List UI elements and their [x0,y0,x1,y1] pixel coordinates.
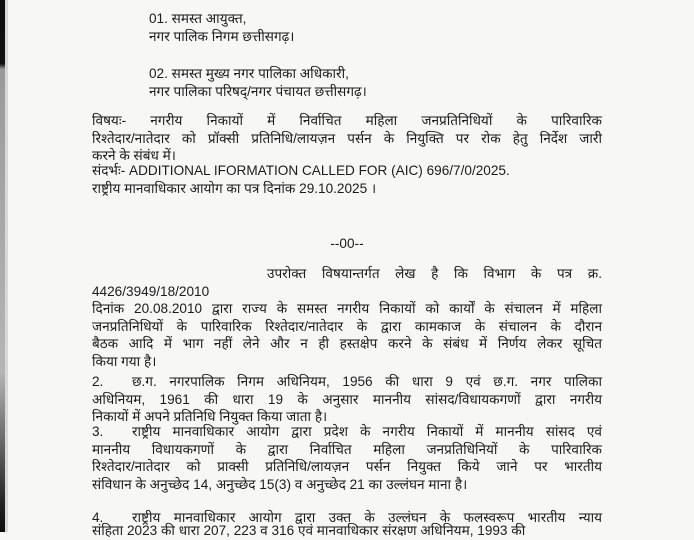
paragraph-text: राष्ट्रीय मानवाधिकार आयोग द्वारा प्रदेश के नगरीय निकायों में माननीय सांसद एवं [132,424,602,439]
paragraph-line [92,373,602,391]
paragraph-number: 2. [92,374,104,389]
paragraph-text: उपरोक्त विषयान्तर्गत लेख है कि विभाग के पत्र क्र. 4426/3949/18/2010 [92,266,602,299]
paragraph-2 [92,373,602,426]
scan-edge-strip [5,0,8,532]
cut-off-line [92,523,602,538]
reference-line-letter: राष्ट्रीय मानवाधिकार आयोग का पत्र दिनांक 29.10.2025 । [92,180,377,196]
paragraph-line: संविधान के अनुच्छेद 14, अनुच्छेद 15(3) व अनुच्छेद 21 का उल्लंघन माना है। [92,476,468,492]
paragraph-line: बैठक आदि में भाग नहीं लेने और न ही हस्तक्षेप करने के संबंध में निर्णय लेकर सूचित [92,336,602,351]
paragraph-1 [92,265,602,370]
paragraph-line-partial: संहिता 2023 की धारा 207, 223 व 316 एवं मानवाधिकार संरक्षण अधिनियम, 1993 की [92,523,526,538]
paragraph-number: 3. [92,424,104,439]
addressee-1-title: 01. समस्त आयुक्त, [149,11,247,26]
subject-line: रिश्तेदार/नातेदार को प्रॉक्सी प्रतिनिधि/लायज़न पर्सन के नियुक्ति पर रोक हेतु निर्देश जारी [92,130,602,146]
paragraph-line: अधिनियम, 1961 की धारा 19 के अनुसार माननीय सांसद/विधायकगणों द्वारा नगरीय [92,391,602,407]
paragraph-line [92,423,602,441]
subject-line: विषयः- नगरीय निकायों में निर्वाचित महिला जनप्रतिनिधियों के पारिवारिक [92,113,602,128]
paragraph-line: रिश्तेदार/नातेदार को प्राक्सी प्रतिनिधि/लायज़न पर्सन नियुक्त किये जाने पर भारतीय [92,459,602,474]
subject-line: करने के संबंध में। [92,148,176,163]
addressee-2-title: 02. समस्त मुख्य नगर पालिका अधिकारी, [149,66,349,81]
paragraph-text: छ.ग. नगरपालिक निगम अधिनियम, 1956 की धारा 9 एवं छ.ग. नगर पालिका [132,374,602,389]
subject-block [92,112,602,165]
paragraph-line [92,265,602,300]
addressee-2-office: नगर पालिका परिषद्/नगर पंचायत छत्तीसगढ़। [149,83,367,99]
paragraph-line: निकायों में अपने प्रतिनिधि नियुक्त किया जाता है। [92,409,328,424]
paragraph-line: माननीय विधायकगणों के द्वारा निर्वाचित महिला जनप्रतिधिनियों के पारिवारिक [92,441,602,457]
paragraph-text: राष्ट्रीय मानवाधिकार आयोग द्वारा उक्त के उल्लंघन के फलस्वरूप भारतीय न्याय [132,510,602,525]
paragraph-line: दिनांक 20.08.2010 द्वारा राज्य के समस्त नगरीय निकायों को कार्यों के संचालन में महिला [92,301,602,316]
reference-block [92,162,602,197]
addressee-2 [149,65,367,100]
addressee-1 [149,10,294,45]
reference-line-aic: संदर्भः- ADDITIONAL IFORMATION CALLED FOR (AIC) 696/7/0/2025. [92,163,510,178]
section-separator: --00-- [330,236,364,251]
paragraph-line: जनप्रतिनिधियों के पारिवारिक रिश्तेदार/नातेदार के द्वारा कामकाज के संचालन के दौरान [92,318,602,334]
paragraph-3 [92,423,602,493]
addressee-1-office: नगर पालिक निगम छत्तीसगढ़। [149,28,295,44]
paragraph-number: 4. [92,510,104,525]
paragraph-line: किया गया है। [92,353,157,369]
